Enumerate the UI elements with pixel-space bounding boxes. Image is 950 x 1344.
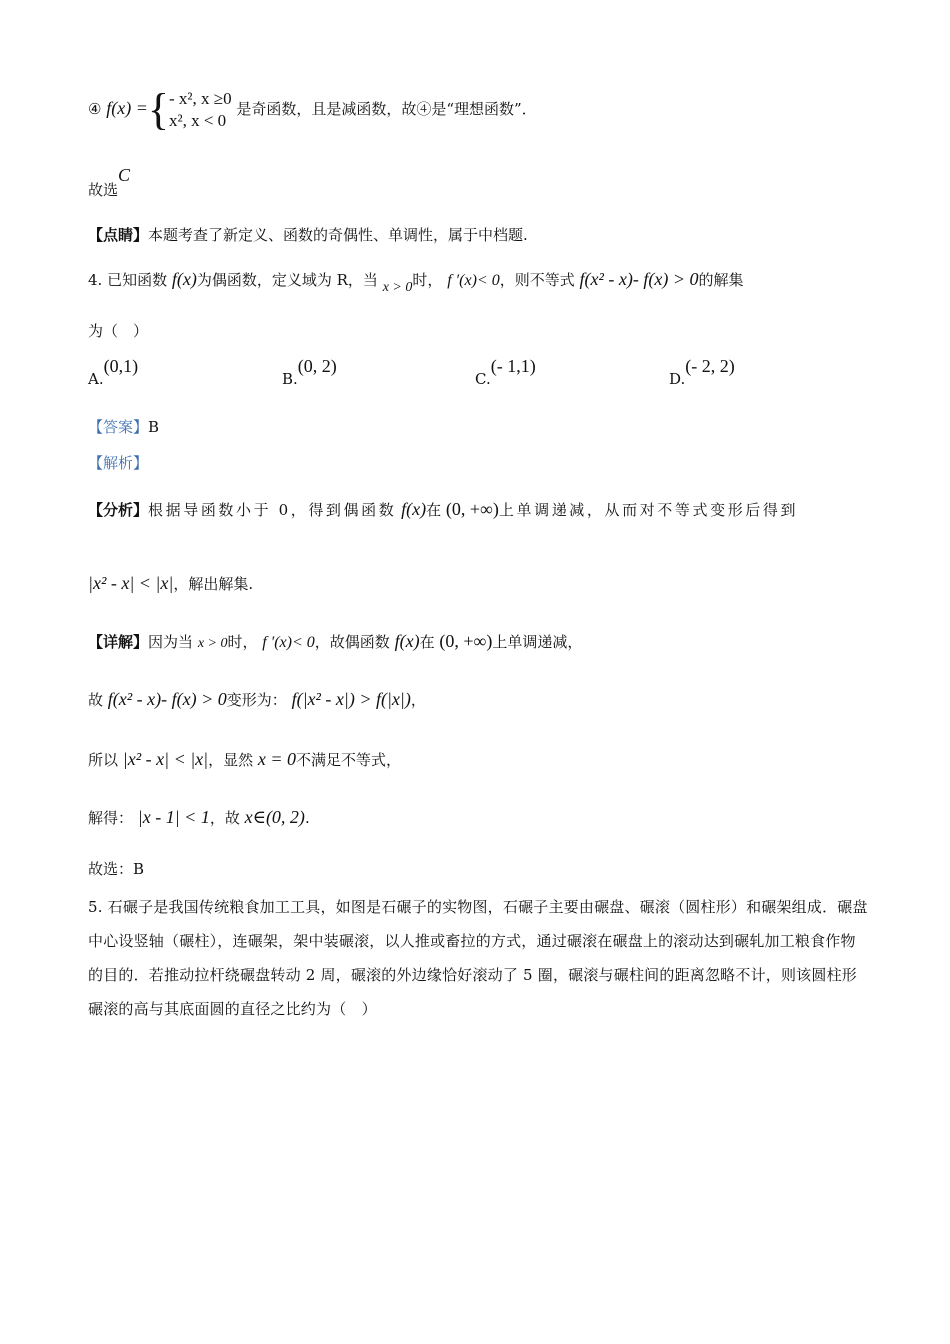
condition-x-positive: x > 0 <box>197 636 228 651</box>
detail-text: ，故偶函数 <box>314 633 390 651</box>
brace: { <box>147 85 169 134</box>
function-fx: f(x) <box>401 499 427 519</box>
option-letter: C. <box>475 370 491 388</box>
x-equals-zero: x = 0 <box>257 749 297 769</box>
option-a <box>88 356 139 388</box>
option-letter: A. <box>88 370 104 388</box>
answer-prefix: 故选 <box>88 181 119 199</box>
abs-inequality: |x² - x| < |x| <box>88 573 174 593</box>
option-value: (0,1) <box>103 356 139 376</box>
detail-tag: 【详解】 <box>88 633 149 651</box>
step-text: . <box>304 809 310 827</box>
answer-tag: 【答案】 <box>88 418 149 436</box>
q4-step2 <box>88 748 401 771</box>
answer-value: B <box>148 418 160 436</box>
comment-tag: 【点睛】 <box>88 226 149 244</box>
inequality: f(x² - x)- f(x) > 0 <box>579 269 699 289</box>
stem-text: 时， <box>412 271 443 289</box>
case-1: - x², x ≥0 <box>168 89 232 108</box>
q3-comment <box>88 224 528 246</box>
q4-analysis-tag <box>88 452 148 474</box>
inequality: f(x² - x)- f(x) > 0 <box>107 689 227 709</box>
solution-set: x∈(0, 2) <box>244 807 305 827</box>
step-text: 所以 <box>88 751 119 769</box>
abs-inequality: |x - 1| < 1 <box>137 807 210 827</box>
q4-answer <box>88 416 159 438</box>
condition-x-positive: x > 0 <box>382 280 413 295</box>
case-2: x², x < 0 <box>168 111 227 130</box>
detail-text: 上单调递减， <box>492 633 583 651</box>
q5-stem: 5. 石碾子是我国传统粮食加工工具，如图是石碾子的实物图，石碾子主要由碾盘、碾滚（圆柱形）和碾架组成．碾盘中心设竖轴（碾柱），连碾架，架中装碾滚，以人推或畜拉的方式，通过碾滚在碾盘上的滚动达到碾轧加工粮食作物的目的．若推动拉杆绕碾盘转动 2 周，碾滚的外边缘恰好滚动了 5 圈，碾滚与碾柱间的距离忽略不计，则该圆柱形碾滚的高与其底面圆的直径之比约为（ ） <box>88 898 868 1018</box>
piecewise-cases <box>169 88 232 132</box>
fenxi-text: 上单调递减，从而对不等式变形后得到 <box>498 501 799 519</box>
q4-final <box>88 858 144 880</box>
interval: (0, +∞) <box>439 631 493 651</box>
q3-answer <box>88 165 131 199</box>
fenxi-text: ，解出解集. <box>173 575 254 593</box>
detail-text: 时， <box>227 633 258 651</box>
comment-text: 本题考查了新定义、函数的奇偶性、单调性，属于中档题. <box>148 226 528 244</box>
item-number: ④ <box>88 100 102 118</box>
q4-fenxi-line2 <box>88 572 253 595</box>
q4-detail <box>88 630 582 655</box>
stem-text: 为偶函数，定义域为 R，当 <box>196 271 378 289</box>
item-4-text: 是奇函数，且是减函数，故④是“理想函数”． <box>236 100 537 118</box>
q4-stem-line2 <box>88 320 148 342</box>
q4-step1 <box>88 688 426 711</box>
option-value: (0, 2) <box>297 356 337 376</box>
option-value: (- 2, 2) <box>685 356 735 376</box>
step-text: 故 <box>88 691 104 709</box>
fenxi-text: 根据导函数小于 0，得到偶函数 <box>148 501 397 519</box>
option-letter: B. <box>282 370 298 388</box>
fenxi-tag: 【分析】 <box>88 501 149 519</box>
q4-step3 <box>88 806 310 829</box>
derivative-condition: f ′(x)< 0 <box>262 634 315 651</box>
derivative-condition: f ′(x)< 0 <box>447 272 500 289</box>
option-c <box>475 356 536 388</box>
step-text: 不满足不等式， <box>296 751 402 769</box>
option-value: (- 1,1) <box>490 356 536 376</box>
transformed-inequality: f(|x² - x|) > f(|x|) <box>291 689 411 709</box>
option-b <box>282 356 337 388</box>
step-text: 变形为： <box>226 691 287 709</box>
detail-text: 在 <box>419 633 435 651</box>
step-text: 解得： <box>88 809 134 827</box>
q3-item-4 <box>88 85 537 134</box>
piecewise-function-name: f(x) = <box>106 98 148 118</box>
stem-text: 为（ ） <box>88 322 149 340</box>
interval: (0, +∞) <box>445 499 499 519</box>
step-text: ，故 <box>209 809 240 827</box>
function-fx: f(x) <box>394 631 420 651</box>
step-text: ，显然 <box>208 751 254 769</box>
stem-text: 的解集 <box>698 271 744 289</box>
stem-text: ，则不等式 <box>499 271 575 289</box>
answer-choice: C <box>118 165 131 185</box>
function-fx: f(x) <box>171 269 197 289</box>
stem-text: 4. 已知函数 <box>88 271 168 289</box>
analysis-tag: 【解析】 <box>88 454 149 472</box>
q4-stem-line1 <box>88 268 743 293</box>
option-letter: D. <box>669 370 686 388</box>
fenxi-text: 在 <box>426 501 442 519</box>
abs-inequality: |x² - x| < |x| <box>122 749 209 769</box>
final-answer: 故选：B <box>88 860 145 878</box>
option-d <box>669 356 735 388</box>
step-text: ， <box>410 691 426 709</box>
q4-fenxi <box>88 498 798 521</box>
detail-text: 因为当 <box>148 633 194 651</box>
